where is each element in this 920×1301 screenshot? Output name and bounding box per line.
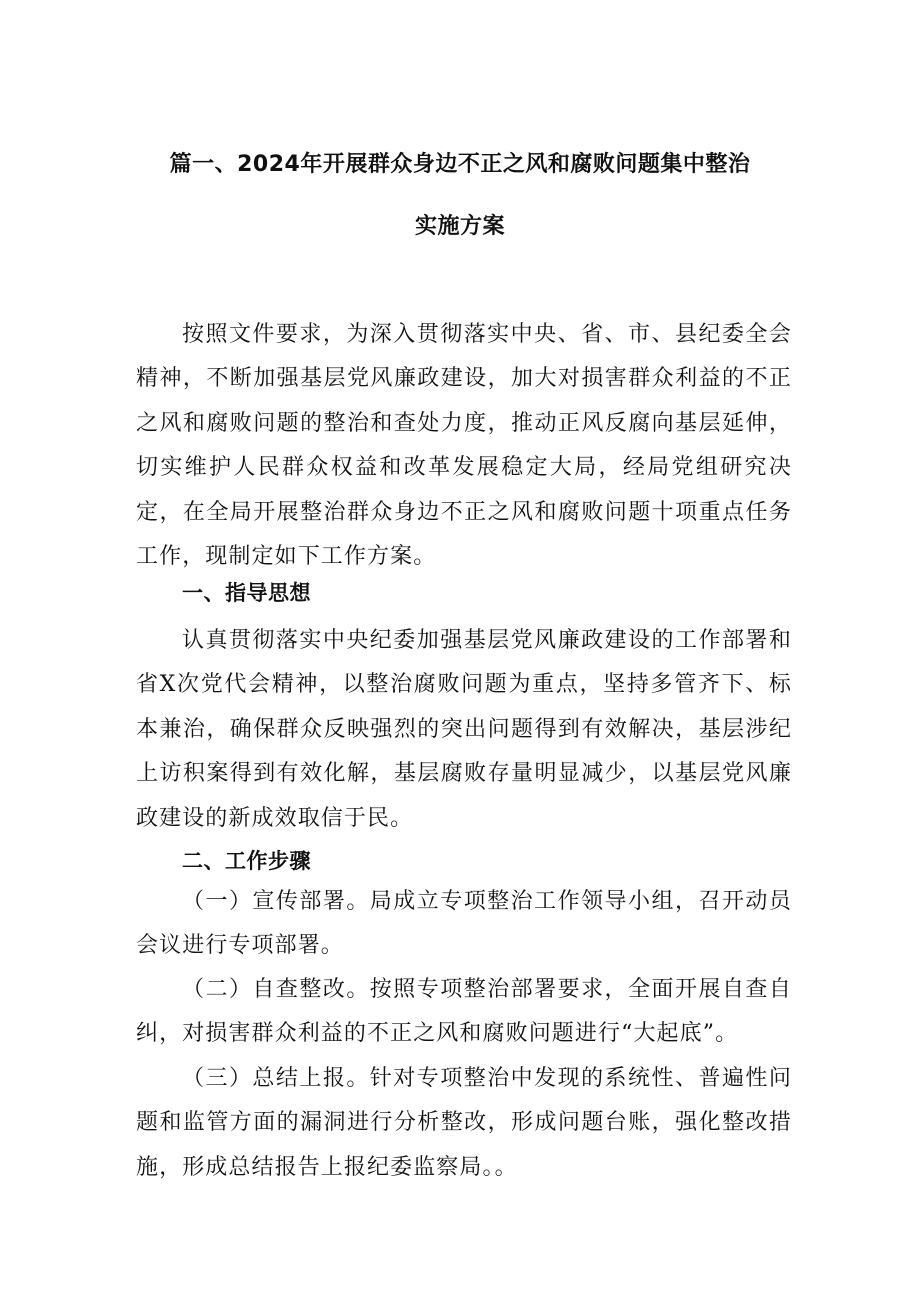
document-title-line-1: 篇一、2024年开展群众身边不正之风和腐败问题集中整治: [169, 152, 751, 177]
step-1-block: [136, 880, 792, 969]
section-1-heading: 一、指导思想: [182, 581, 311, 605]
step-1-paragraph: （一）宣传部署。局成立专项整治工作领导小组，召开动员会议进行专项部署。: [136, 889, 792, 959]
intro-paragraph: 按照文件要求，为深入贯彻落实中央、省、市、县纪委全会精神，不断加强基层党风廉政建设，加大对损害群众利益的不正之风和腐败问题的整治和查处力度，推动正风反腐向基层延伸，切实维护人民群众权益和改革发展稳定大局，经局党组研究决定，在全局开展整治群众身边不正之风和腐败问题十项重点任务工作，现制定如下工作方案。: [136, 322, 792, 570]
section-1-block: [136, 571, 792, 615]
section-2-block: [136, 839, 792, 883]
step-2-block: [136, 968, 792, 1057]
intro-block: [136, 313, 792, 579]
document-title-line-2: 实施方案: [414, 214, 505, 239]
step-3-paragraph: （三）总结上报。针对专项整治中发现的系统性、普遍性问题和监管方面的漏洞进行分析整改，形成问题台账，强化整改措施，形成总结报告上报纪委监察局。。: [136, 1066, 792, 1180]
section-1-body: [136, 619, 792, 841]
step-2-paragraph: （二）自查整改。按照专项整治部署要求，全面开展自查自纠，对损害群众利益的不正之风和腐败问题进行“大起底”。: [136, 977, 792, 1047]
step-3-block: [136, 1057, 792, 1190]
section-1-paragraph: 认真贯彻落实中央纪委加强基层党风廉政建设的工作部署和省X次党代会精神，以整治腐败问题为重点，坚持多管齐下、标本兼治，确保群众反映强烈的突出问题得到有效解决，基层涉纪上访积案得到有效化解，基层腐败存量明显减少，以基层党风廉政建设的新成效取信于民。: [136, 628, 792, 831]
section-2-heading: 二、工作步骤: [182, 849, 311, 873]
